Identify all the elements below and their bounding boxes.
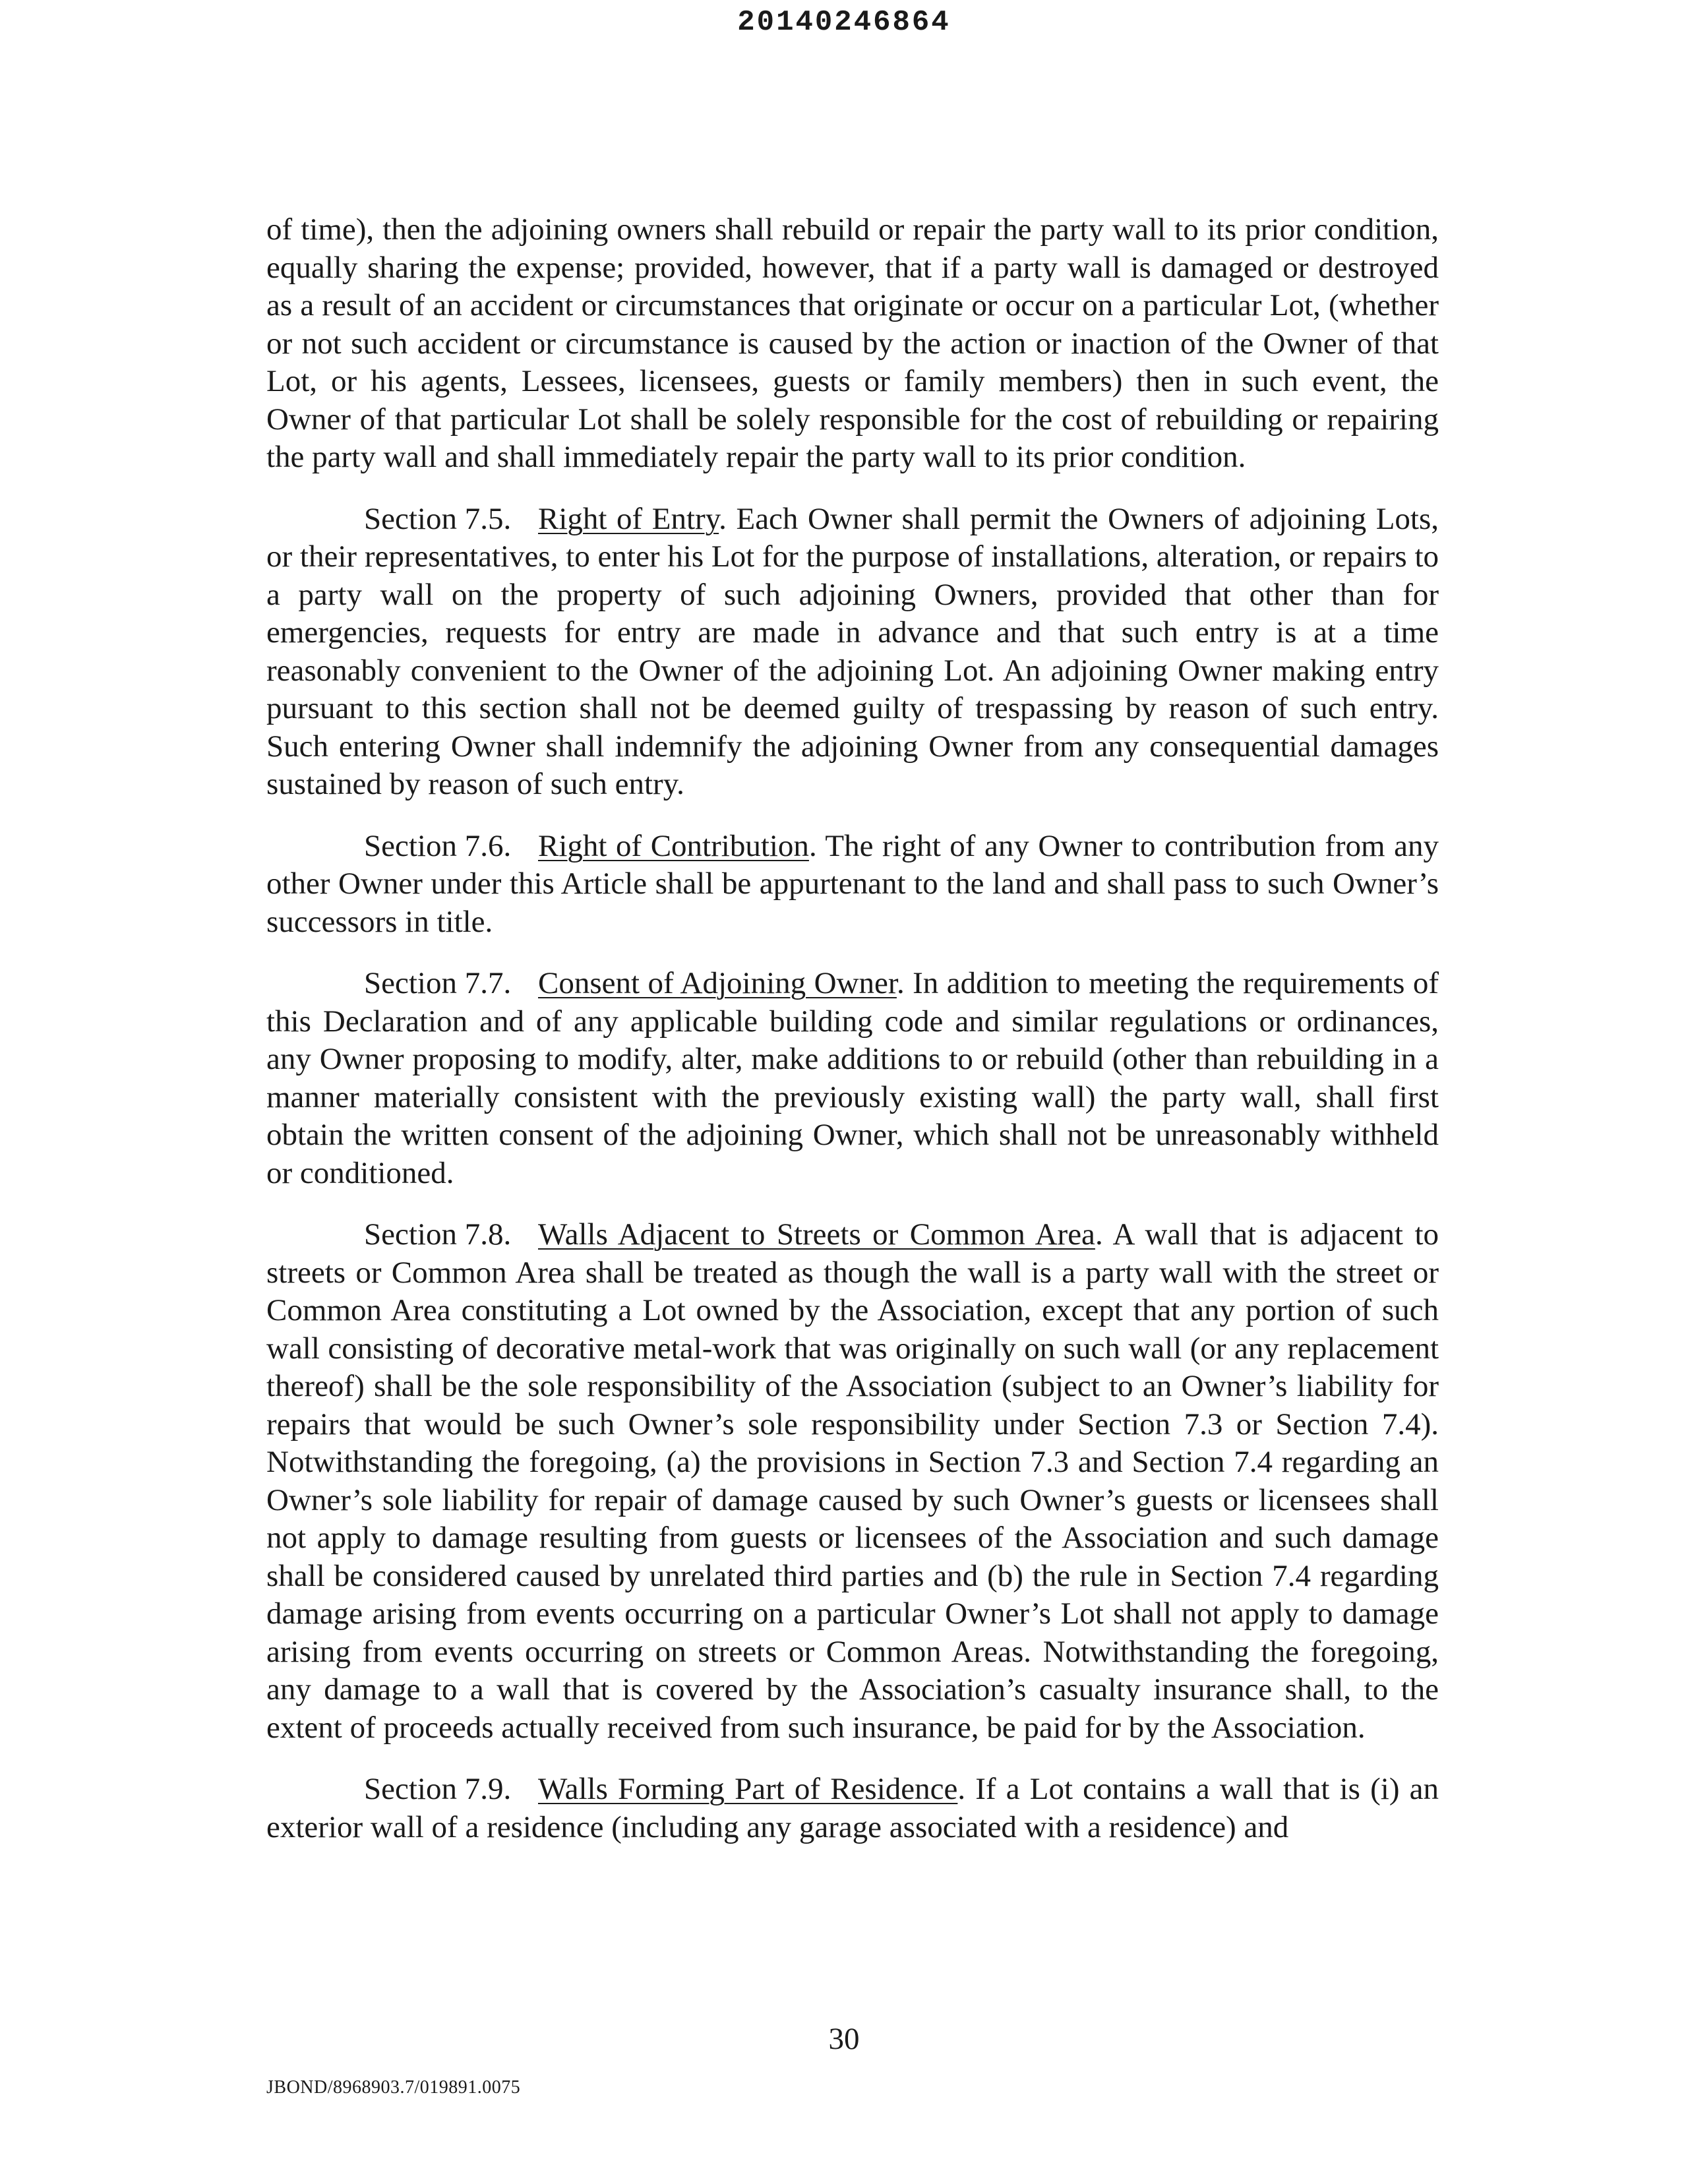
section-7-7 xyxy=(266,965,1439,1192)
section-7-9 xyxy=(266,1771,1439,1846)
section-title: Consent of Adjoining Owner xyxy=(538,966,897,1000)
section-number: Section 7.6. xyxy=(364,828,512,863)
section-number: Section 7.8. xyxy=(364,1217,512,1252)
section-text: . Each Owner shall permit the Owners of adjoining Lots, or their representatives, to enter his Lot for the purpose of installations, alteration, or repairs to a party wall on the property of such adjoining Owners, provided that other than for emergencies, requests for entry are made in advance and that such entry is at a time reasonably convenient to the Owner of the adjoining Lot. An adjoining Owner making entry pursuant to this section shall not be deemed guilty of trespassing by reason of such entry. Such entering Owner shall indemnify the adjoining Owner from any consequential damages sustained by reason of such entry. xyxy=(266,501,1439,801)
document-body xyxy=(266,211,1439,1870)
continuation-paragraph: of time), then the adjoining owners shall rebuild or repair the party wall to its prior condition, equally sharing the expense; provided, however, that if a party wall is damaged or destroyed as a result of an accident or circumstances that originate or occur on a particular Lot, (whether or not such accident or circumstance is caused by the action or inaction of the Owner of that Lot, or his agents, Lessees, licensees, guests or family members) then in such event, the Owner of that particular Lot shall be solely responsible for the cost of rebuilding or repairing the party wall and shall immediately repair the party wall to its prior condition. xyxy=(266,212,1439,474)
section-text: . If a Lot contains a wall that is (i) an exterior wall of a residence (including any garage associated with a residence) and xyxy=(266,1772,1439,1844)
section-number: Section 7.9. xyxy=(364,1772,512,1806)
section-number: Section 7.7. xyxy=(364,966,512,1000)
section-title: Walls Adjacent to Streets or Common Area xyxy=(538,1217,1095,1252)
section-text: . The right of any Owner to contribution from any other Owner under this Article shall be appurtenant to the land and shall pass to such Owner’s successors in title. xyxy=(266,828,1439,939)
section-title: Right of Contribution xyxy=(538,828,809,863)
section-title: Right of Entry xyxy=(538,501,719,536)
section-text: . A wall that is adjacent to streets or Common Area shall be treated as though the wall is a party wall with the street or Common Area constituting a Lot owned by the Association, except that any portion of such wall consisting of decorative metal-work that was originally on such wall (or any replacement thereof) shall be the sole responsibility of the Association (subject to an Owner’s liability for repairs that would be such Owner’s sole responsibility under Section 7.3 or Section 7.4). Notwithstanding the foregoing, (a) the provisions in Section 7.3 and Section 7.4 regarding an Owner’s sole liability for repair of damage caused by such Owner’s guests or licensees shall not apply to damage resulting from guests or licensees of the Association and such damage shall be considered caused by unrelated third parties and (b) the rule in Section 7.4 regarding damage arising from events occurring on a particular Owner’s Lot shall not apply to damage arising from events occurring on streets or Common Areas. Notwithstanding the foregoing, any damage to a wall that is covered by the Association’s casualty insurance shall, to the extent of proceeds actually received from such insurance, be paid for by the Association. xyxy=(266,1217,1439,1745)
section-7-8 xyxy=(266,1216,1439,1747)
section-text: . In addition to meeting the requirements of this Declaration and of any applicable building code and similar regulations or ordinances, any Owner proposing to modify, alter, make additions to or rebuild (other than rebuilding in a manner materially consistent with the previously existing wall) the party wall, shall first obtain the written consent of the adjoining Owner, which shall not be unreasonably withheld or conditioned. xyxy=(266,966,1439,1190)
section-title: Walls Forming Part of Residence xyxy=(538,1772,958,1806)
page-number: 30 xyxy=(828,2022,860,2056)
section-7-6 xyxy=(266,828,1439,942)
footer-document-id: JBOND/8968903.7/019891.0075 xyxy=(266,2077,521,2098)
document-number: 20140246864 xyxy=(737,6,951,39)
section-7-5 xyxy=(266,501,1439,804)
section-number: Section 7.5. xyxy=(364,501,512,536)
